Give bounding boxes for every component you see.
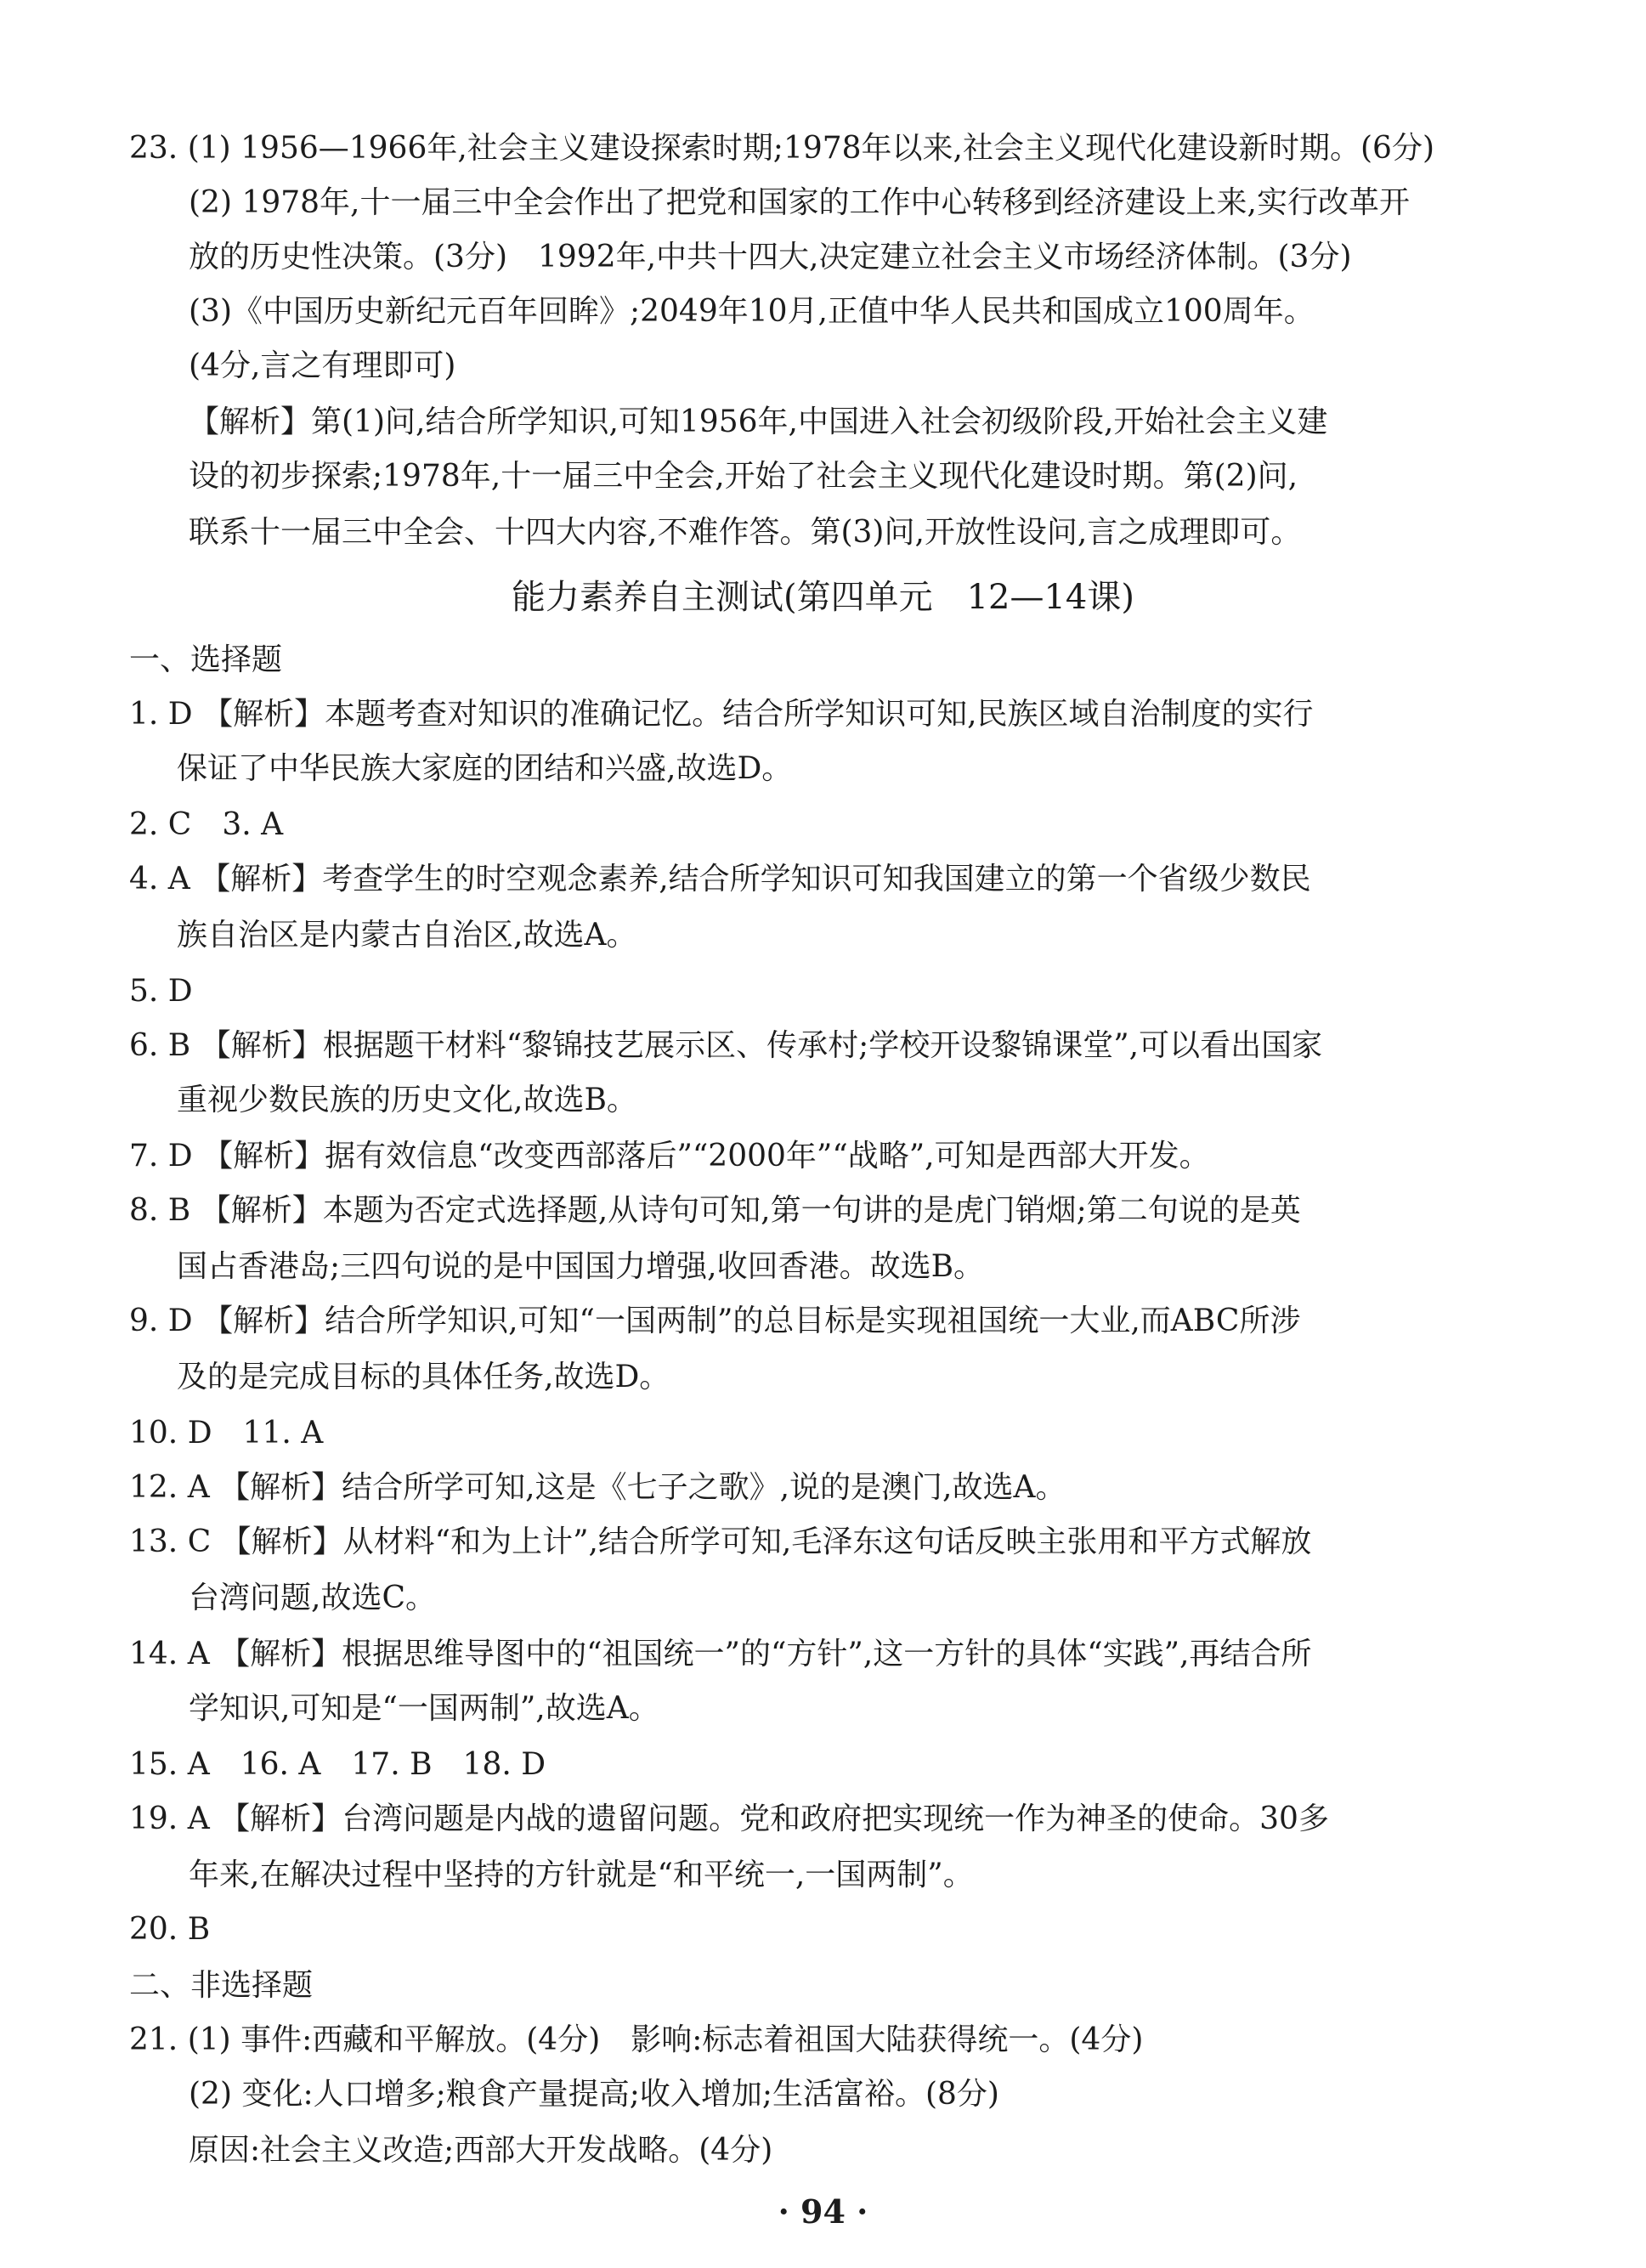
answer-5: 5. D [129, 974, 193, 1009]
answer-13-line1: 13. C 【解析】从材料“和为上计”,结合所学可知,毛泽东这句话反映主张用和平方式解放 [129, 1524, 1312, 1559]
answer-23-part2-line1: (2) 1978年,十一届三中全会作出了把党和国家的工作中心转移到经济建设上来,实行改革开 [189, 185, 1410, 220]
answer-21-reason: 原因:社会主义改造;西部大开发战略。(4分) [189, 2133, 773, 2168]
answer-9-line1: 9. D 【解析】结合所学知识,可知“一国两制”的总目标是实现祖国统一大业,而ABC所涉 [129, 1304, 1301, 1338]
answer-19-line2: 年来,在解决过程中坚持的方针就是“和平统一,一国两制”。 [189, 1858, 974, 1892]
answer-6-line2: 重视少数民族的历史文化,故选B。 [177, 1083, 637, 1117]
answer-6-line1: 6. B 【解析】根据题干材料“黎锦技艺展示区、传承村;学校开设黎锦课堂”,可以看出国家 [129, 1028, 1323, 1063]
answer-9-line2: 及的是完成目标的具体任务,故选D。 [177, 1360, 670, 1394]
answer-14-line1: 14. A 【解析】根据思维导图中的“祖国统一”的“方针”,这一方针的具体“实践”,再结合所 [129, 1637, 1312, 1671]
section-title: 能力素养自主测试(第四单元 12—14课) [511, 578, 1134, 617]
answer-15-18: 15. A 16. A 17. B 18. D [129, 1747, 546, 1782]
answer-21-part2: (2) 变化:人口增多;粮食产量提高;收入增加;生活富裕。(8分) [189, 2077, 999, 2112]
answer-13-line2: 台湾问题,故选C。 [189, 1581, 436, 1615]
answer-23-part1: 23. (1) 1956—1966年,社会主义建设探索时期;1978年以来,社会主义现代化建设新时期。(6分) [129, 131, 1434, 166]
answer-21-part1: 21. (1) 事件:西藏和平解放。(4分) 影响:标志着祖国大陆获得统一。(4分) [129, 2022, 1144, 2057]
page-number: · 94 · [778, 2192, 868, 2231]
heading-choice-questions: 一、选择题 [129, 642, 283, 677]
answer-8-line1: 8. B 【解析】本题为否定式选择题,从诗句可知,第一句讲的是虎门销烟;第二句说的是英 [129, 1193, 1301, 1228]
answer-4-line2: 族自治区是内蒙古自治区,故选A。 [177, 918, 637, 953]
answer-8-line2: 国占香港岛;三四句说的是中国国力增强,收回香港。故选B。 [177, 1249, 985, 1284]
answer-1-line1: 1. D 【解析】本题考查对知识的准确记忆。结合所学知识可知,民族区域自治制度的实行 [129, 697, 1314, 732]
answer-23-part2-line2: 放的历史性决策。(3分) 1992年,中共十四大,决定建立社会主义市场经济体制。(3分) [189, 240, 1352, 274]
answer-2-3: 2. C 3. A [129, 807, 284, 842]
answer-19-line1: 19. A 【解析】台湾问题是内战的遗留问题。党和政府把实现统一作为神圣的使命。30多 [129, 1801, 1329, 1836]
answer-1-line2: 保证了中华民族大家庭的团结和兴盛,故选D。 [177, 751, 793, 786]
heading-non-choice-questions: 二、非选择题 [129, 1968, 314, 2003]
answer-14-line2: 学知识,可知是“一国两制”,故选A。 [189, 1691, 659, 1726]
answer-23-part3-line2: (4分,言之有理即可) [189, 348, 456, 383]
answer-23-analysis-line1: 【解析】第(1)问,结合所学知识,可知1956年,中国进入社会初级阶段,开始社会主义建 [189, 404, 1328, 439]
answer-7: 7. D 【解析】据有效信息“改变西部落后”“2000年”“战略”,可知是西部大开发。 [129, 1139, 1210, 1174]
answer-12: 12. A 【解析】结合所学可知,这是《七子之歌》,说的是澳门,故选A。 [129, 1470, 1066, 1505]
answer-20: 20. B [129, 1912, 211, 1947]
answer-4-line1: 4. A 【解析】考查学生的时空观念素养,结合所学知识可知我国建立的第一个省级少数民 [129, 862, 1311, 896]
answer-10-11: 10. D 11. A [129, 1416, 324, 1451]
answer-23-analysis-line3: 联系十一届三中全会、十四大内容,不难作答。第(3)问,开放性设问,言之成理即可。 [189, 515, 1302, 550]
answer-23-part3-line1: (3)《中国历史新纪元百年回眸》;2049年10月,正值中华人民共和国成立100周年。 [189, 294, 1315, 329]
answer-23-analysis-line2: 设的初步探索;1978年,十一届三中全会,开始了社会主义现代化建设时期。第(2)问, [189, 459, 1298, 494]
